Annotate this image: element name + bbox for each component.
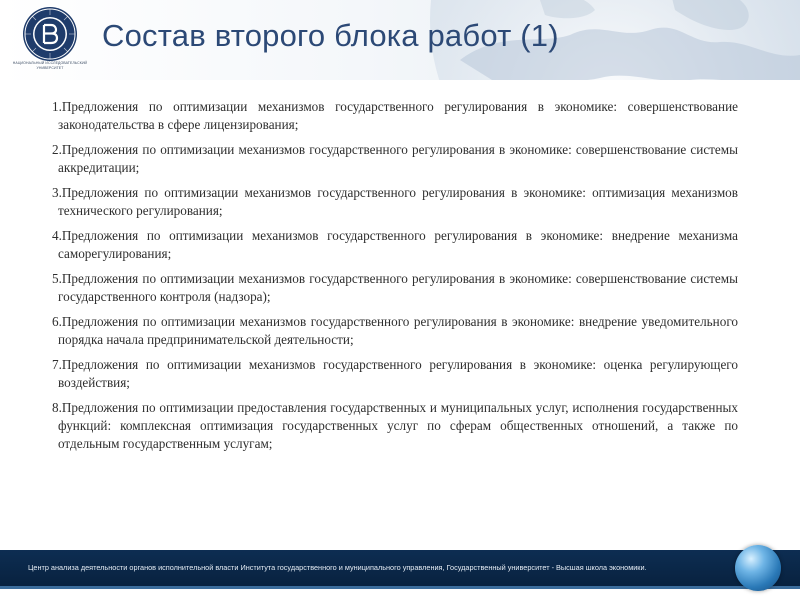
footer-text: Центр анализа деятельности органов исполнительной власти Института государственного и муниципального управления, Государственный университет - Высшая школа экономики. — [28, 563, 647, 572]
hse-logo — [22, 6, 78, 62]
work-items-list — [52, 98, 738, 460]
footer-divider — [0, 586, 800, 589]
list-item: 3.Предложения по оптимизации механизмов государственного регулирования в экономике: оптимизация механизмов технического регулирования; — [52, 185, 738, 218]
list-item: 8.Предложения по оптимизации предоставления государственных и муниципальных услуг, исполнения государственных функций: комплексная оптимизация государственных услуг по сферам общественных отношений, а также по отдельным государственным услугам; — [52, 400, 738, 451]
slide-header — [0, 0, 800, 80]
list-item: 6.Предложения по оптимизации механизмов государственного регулирования в экономике: внедрение уведомительного порядка начала предпринимательской деятельности; — [52, 314, 738, 347]
logo-caption: НАЦИОНАЛЬНЫЙ ИССЛЕДОВАТЕЛЬСКИЙ УНИВЕРСИТЕТ — [12, 61, 88, 70]
slide-title: Состав второго блока работ (1) — [102, 18, 559, 53]
globe-ball-icon — [735, 545, 781, 591]
list-item: 5.Предложения по оптимизации механизмов государственного регулирования в экономике: совершенствование системы государственного контроля (надзора); — [52, 271, 738, 304]
list-item: 4.Предложения по оптимизации механизмов государственного регулирования в экономике: внедрение механизма саморегулирования; — [52, 228, 738, 261]
list-item: 1.Предложения по оптимизации механизмов государственного регулирования в экономике: совершенствование законодательства в сфере лицензирования; — [52, 99, 738, 132]
list-item: 2.Предложения по оптимизации механизмов государственного регулирования в экономике: совершенствование системы аккредитации; — [52, 142, 738, 175]
list-item: 7.Предложения по оптимизации механизмов государственного регулирования в экономике: оценка регулирующего воздействия; — [52, 357, 738, 390]
